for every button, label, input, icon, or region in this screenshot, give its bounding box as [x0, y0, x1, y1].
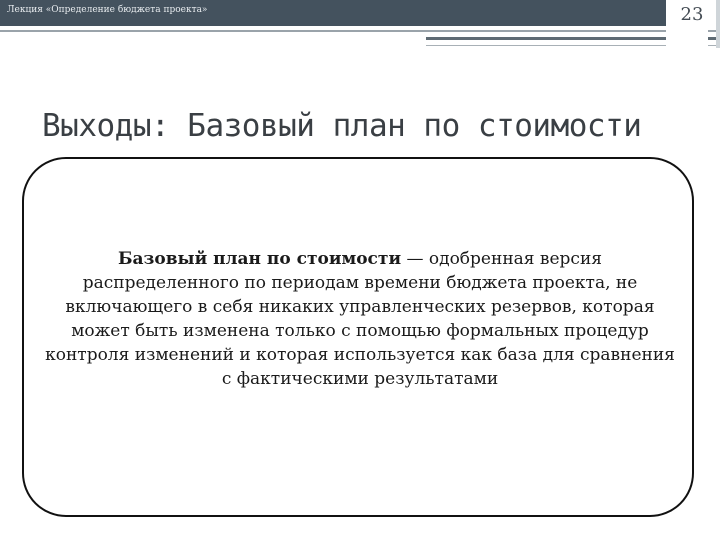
definition-term: Базовый план по стоимости: [118, 249, 402, 269]
definition-text: [40, 247, 680, 391]
slide-number: 23: [680, 4, 704, 25]
side-edge: [716, 0, 720, 48]
definition-body: — одобренная версия распределенного по периодам времени бюджета проекта, не включающего в себя никаких управленческих резервов, которая может быть изменена только с помощью формальных процедур контроля изменений и которая используется как база для сравнения с фактическими результатами: [45, 249, 675, 389]
lecture-title: Лекция «Определение бюджета проекта»: [7, 5, 208, 15]
header-thin-line: [426, 45, 666, 46]
header-divider: [0, 30, 666, 32]
header-band: [0, 0, 666, 26]
slide-title: Выходы: Базовый план по стоимости: [42, 108, 642, 144]
header-accent-line: [426, 37, 666, 40]
